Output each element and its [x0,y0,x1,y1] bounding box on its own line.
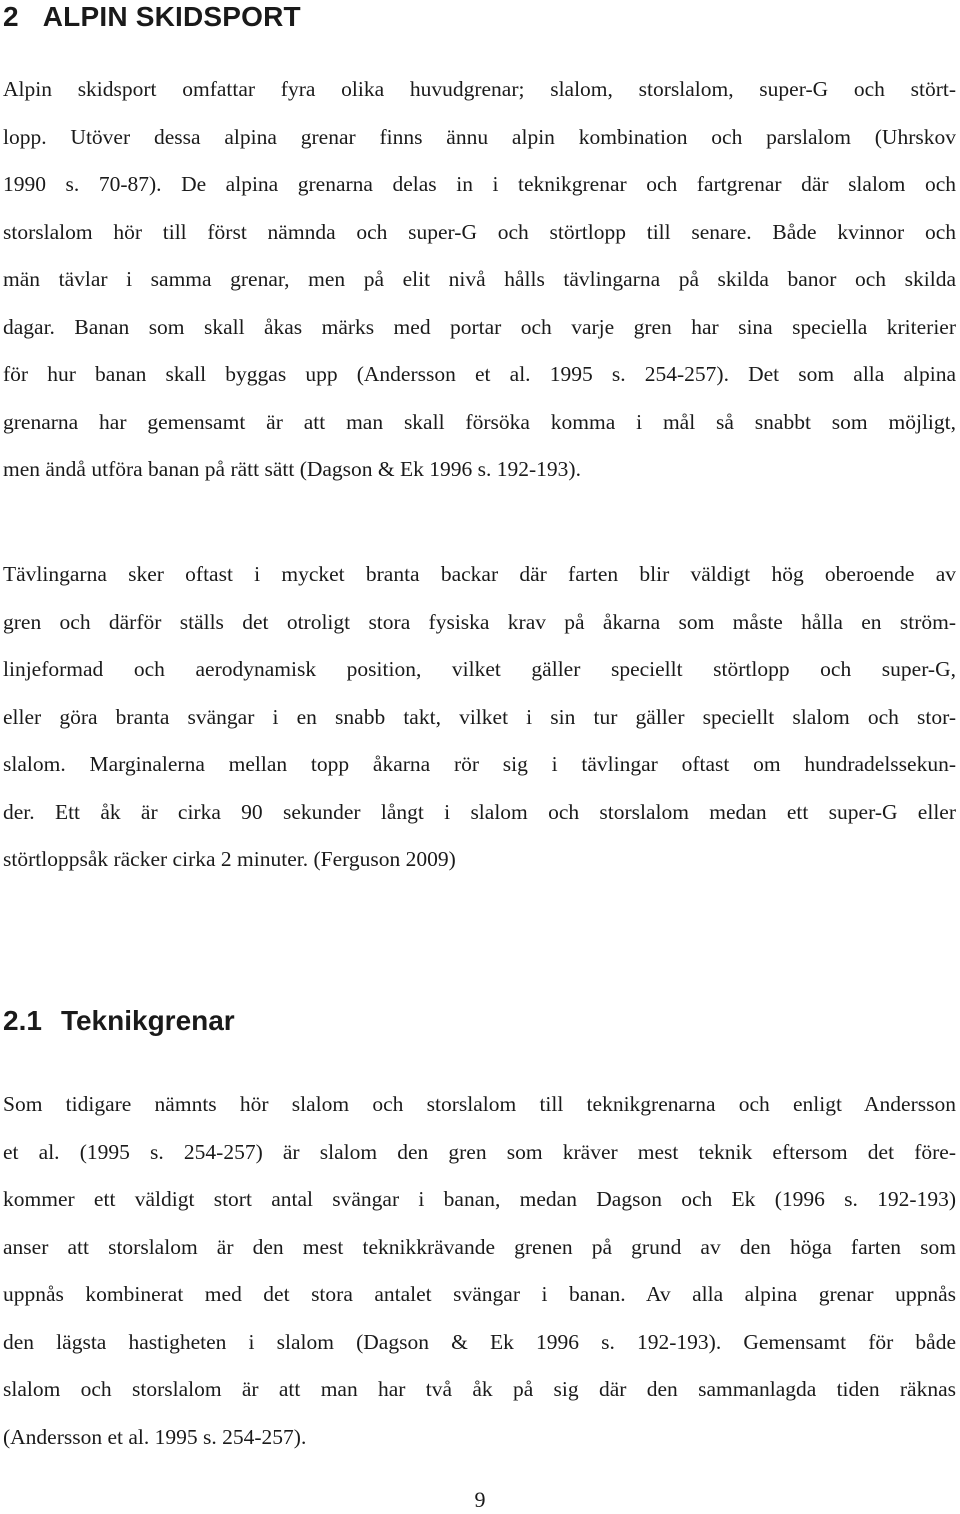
paragraph-line: Tävlingarna sker oftast i mycket branta backar där farten blir väldigt hög oberoende av [3,562,956,586]
paragraph-line: et al. (1995 s. 254-257) är slalom den gren som kräver mest teknik eftersom det före- [3,1139,956,1164]
section-number: 2.1 [3,1005,42,1036]
paragraph-line: anser att storslalom är den mest teknikkrävande grenen på grund av den höga farten som [3,1234,956,1259]
paragraph-line: der. Ett åk är cirka 90 sekunder långt i slalom och storslalom medan ett super-G eller [3,799,956,824]
paragraph-line: Alpin skidsport omfattar fyra olika huvudgrenar; slalom, storslalom, super-G och stört- [3,77,956,101]
section-title: Teknikgrenar [60,1005,235,1036]
paragraph-line: 1990 s. 70-87). De alpina grenarna delas in i teknikgrenar och fartgrenar där slalom och [3,172,956,196]
paragraph-line: linjeformad och aerodynamisk position, vilket gäller speciellt störtlopp och super-G, [3,657,956,681]
paragraph-line: kommer ett väldigt stort antal svängar i banan, medan Dagson och Ek (1996 s. 192-193) [3,1187,956,1211]
paragraph-line: storslalom hör till först nämnda och super-G och störtlopp till senare. Både kvinnor och [3,219,956,244]
paragraph-line: män tävlar i samma grenar, men på elit nivå hålls tävlingarna på skilda banor och skilda [3,267,956,291]
page-number: 9 [474,1487,486,1512]
paragraph-line: (Andersson et al. 1995 s. 254-257). [3,1424,307,1449]
chapter-number: 2 [3,1,19,32]
paragraph-line: för hur banan skall byggas upp (Andersson et al. 1995 s. 254-257). Det som alla alpina [3,362,956,386]
paragraph-line: dagar. Banan som skall åkas märks med portar och varje gren har sina speciella kriterier [3,314,956,339]
paragraph-line: grenarna har gemensamt är att man skall försöka komma i mål så snabbt som möjligt, [3,409,956,434]
paragraph-line: slalom och storslalom är att man har två åk på sig där den sammanlagda tiden räknas [3,1377,956,1401]
section-heading [3,1004,235,1038]
paragraph-technical-disciplines [3,1081,956,1461]
paragraph-line: Som tidigare nämnts hör slalom och storslalom till teknikgrenarna och enligt Andersson [3,1092,956,1116]
chapter-title: ALPIN SKIDSPORT [42,1,301,32]
paragraph-line: eller göra branta svängar i en snabb takt, vilket i sin tur gäller speciellt slalom och stor- [3,704,956,729]
paragraph-line: den lägsta hastigheten i slalom (Dagson & Ek 1996 s. 192-193). Gemensamt för både [3,1329,956,1354]
paragraph-line: lopp. Utöver dessa alpina grenar finns ännu alpin kombination och parslalom (Uhrskov [3,124,956,149]
paragraph-line: men ändå utföra banan på rätt sätt (Dagson & Ek 1996 s. 192-193). [3,457,581,481]
paragraph-competitions [3,551,956,884]
paragraph-line: uppnås kombinerat med det stora antalet svängar i banan. Av alla alpina grenar uppnås [3,1282,956,1306]
chapter-heading [3,0,301,34]
paragraph-alpine-overview [3,66,956,494]
paragraph-line: gren och därför ställs det otroligt stora fysiska krav på åkarna som måste hålla en ström- [3,609,956,634]
paragraph-line: störtloppsåk räcker cirka 2 minuter. (Ferguson 2009) [3,847,456,871]
paragraph-line: slalom. Marginalerna mellan topp åkarna rör sig i tävlingar oftast om hundradelssekun- [3,752,956,776]
